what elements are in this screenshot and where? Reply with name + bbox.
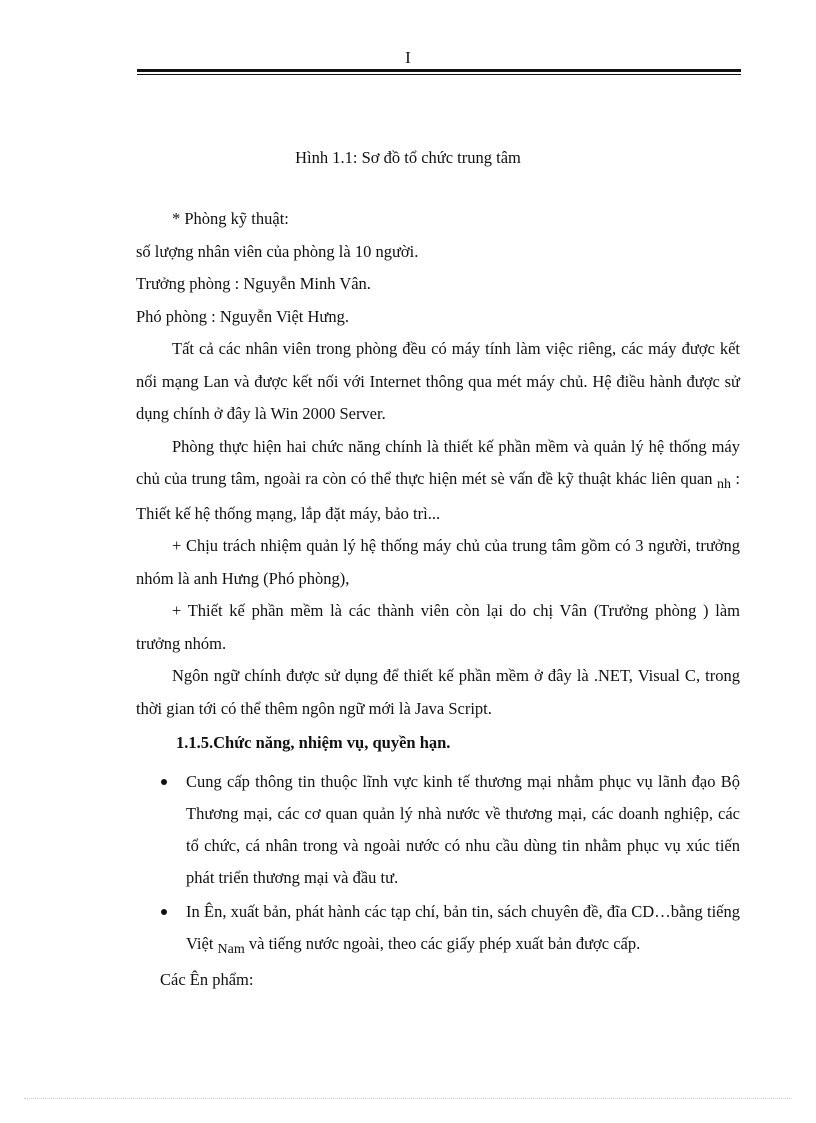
bullet-text-2-part1: In Ên, xuất bản, phát hành các tạp chí, bản tin, sách chuyên đề, đĩa CD…bằng tiếng Việt <box>186 901 740 953</box>
staff-count-line: số lượng nhân viên của phòng là 10 người. <box>136 241 419 261</box>
plus-item-software: + Thiết kế phần mềm là các thành viên còn lại do chị Vân (Trưởng phòng ) làm trưởng nhóm. <box>136 601 740 653</box>
head-of-department-line: Trưởng phòng : Nguyễn Minh Vân. <box>136 274 371 293</box>
closing-line: Các Ên phẩm: <box>160 969 254 989</box>
figure-caption: Hình 1.1: Sơ đồ tổ chức trung tâm <box>295 148 521 167</box>
paragraph-functions <box>136 431 740 531</box>
subsection-heading: 1.1.5.Chức năng, nhiệm vụ, quyền hạn. <box>176 733 451 752</box>
page-number: I <box>405 48 411 67</box>
bullet-item <box>136 896 740 962</box>
footer-dotted-rule <box>24 1098 792 1099</box>
bullet-text-2-subscript: Nam <box>217 941 245 957</box>
bullet-list <box>136 766 740 962</box>
paragraph-functions-part1: Phòng thực hiện hai chức năng chính là thiết kế phần mềm và quản lý hệ thống máy chủ của trung tâm, ngoài ra còn có thể thực hiện mét sè vấn đề kỹ thuật khác liên quan <box>136 436 740 488</box>
header-rule-thick <box>137 69 741 72</box>
plus-item-servers: + Chịu trách nhiệm quản lý hệ thống máy chủ của trung tâm gồm có 3 người, trưởng nhóm là anh Hưng (Phó phòng), <box>136 536 740 588</box>
paragraph-equipment: Tất cả các nhân viên trong phòng đều có máy tính làm việc riêng, các máy được kết nối mạng Lan và được kết nối với Internet thông qua mét máy chủ. Hệ điều hành được sử dụng chính ở đây là Win 2000 Server. <box>136 339 740 423</box>
bullet-icon <box>161 909 167 915</box>
bullet-text-1: Cung cấp thông tin thuộc lĩnh vực kinh tế thương mại nhằm phục vụ lãnh đạo Bộ Thương mại, các cơ quan quản lý nhà nước về thương mại, các doanh nghiệp, các tổ chức, cá nhân trong và ngoài nước có nhu cầu dùng tin nhằm phục vụ xúc tiến phát triển thương mại và đầu tư. <box>186 771 740 887</box>
paragraph-functions-part2: : Thiết kế hệ thống mạng, lắp đặt máy, bảo trì... <box>136 469 740 523</box>
bullet-text-2-part2: và tiếng nước ngoài, theo các giấy phép xuất bản được cấp. <box>244 933 641 953</box>
section-title: * Phòng kỹ thuật: <box>172 209 289 228</box>
paragraph-functions-subscript: nh <box>716 477 731 492</box>
document-body <box>136 203 740 996</box>
paragraph-languages: Ngôn ngữ chính được sử dụng để thiết kế phần mềm ở đây là .NET, Visual C, trong thời gian tới có thể thêm ngôn ngữ mới là Java Script. <box>136 666 740 718</box>
bullet-icon <box>161 779 167 785</box>
header-rule-thin <box>137 74 741 75</box>
bullet-item <box>136 766 740 894</box>
deputy-line: Phó phòng : Nguyễn Việt Hưng. <box>136 306 349 326</box>
